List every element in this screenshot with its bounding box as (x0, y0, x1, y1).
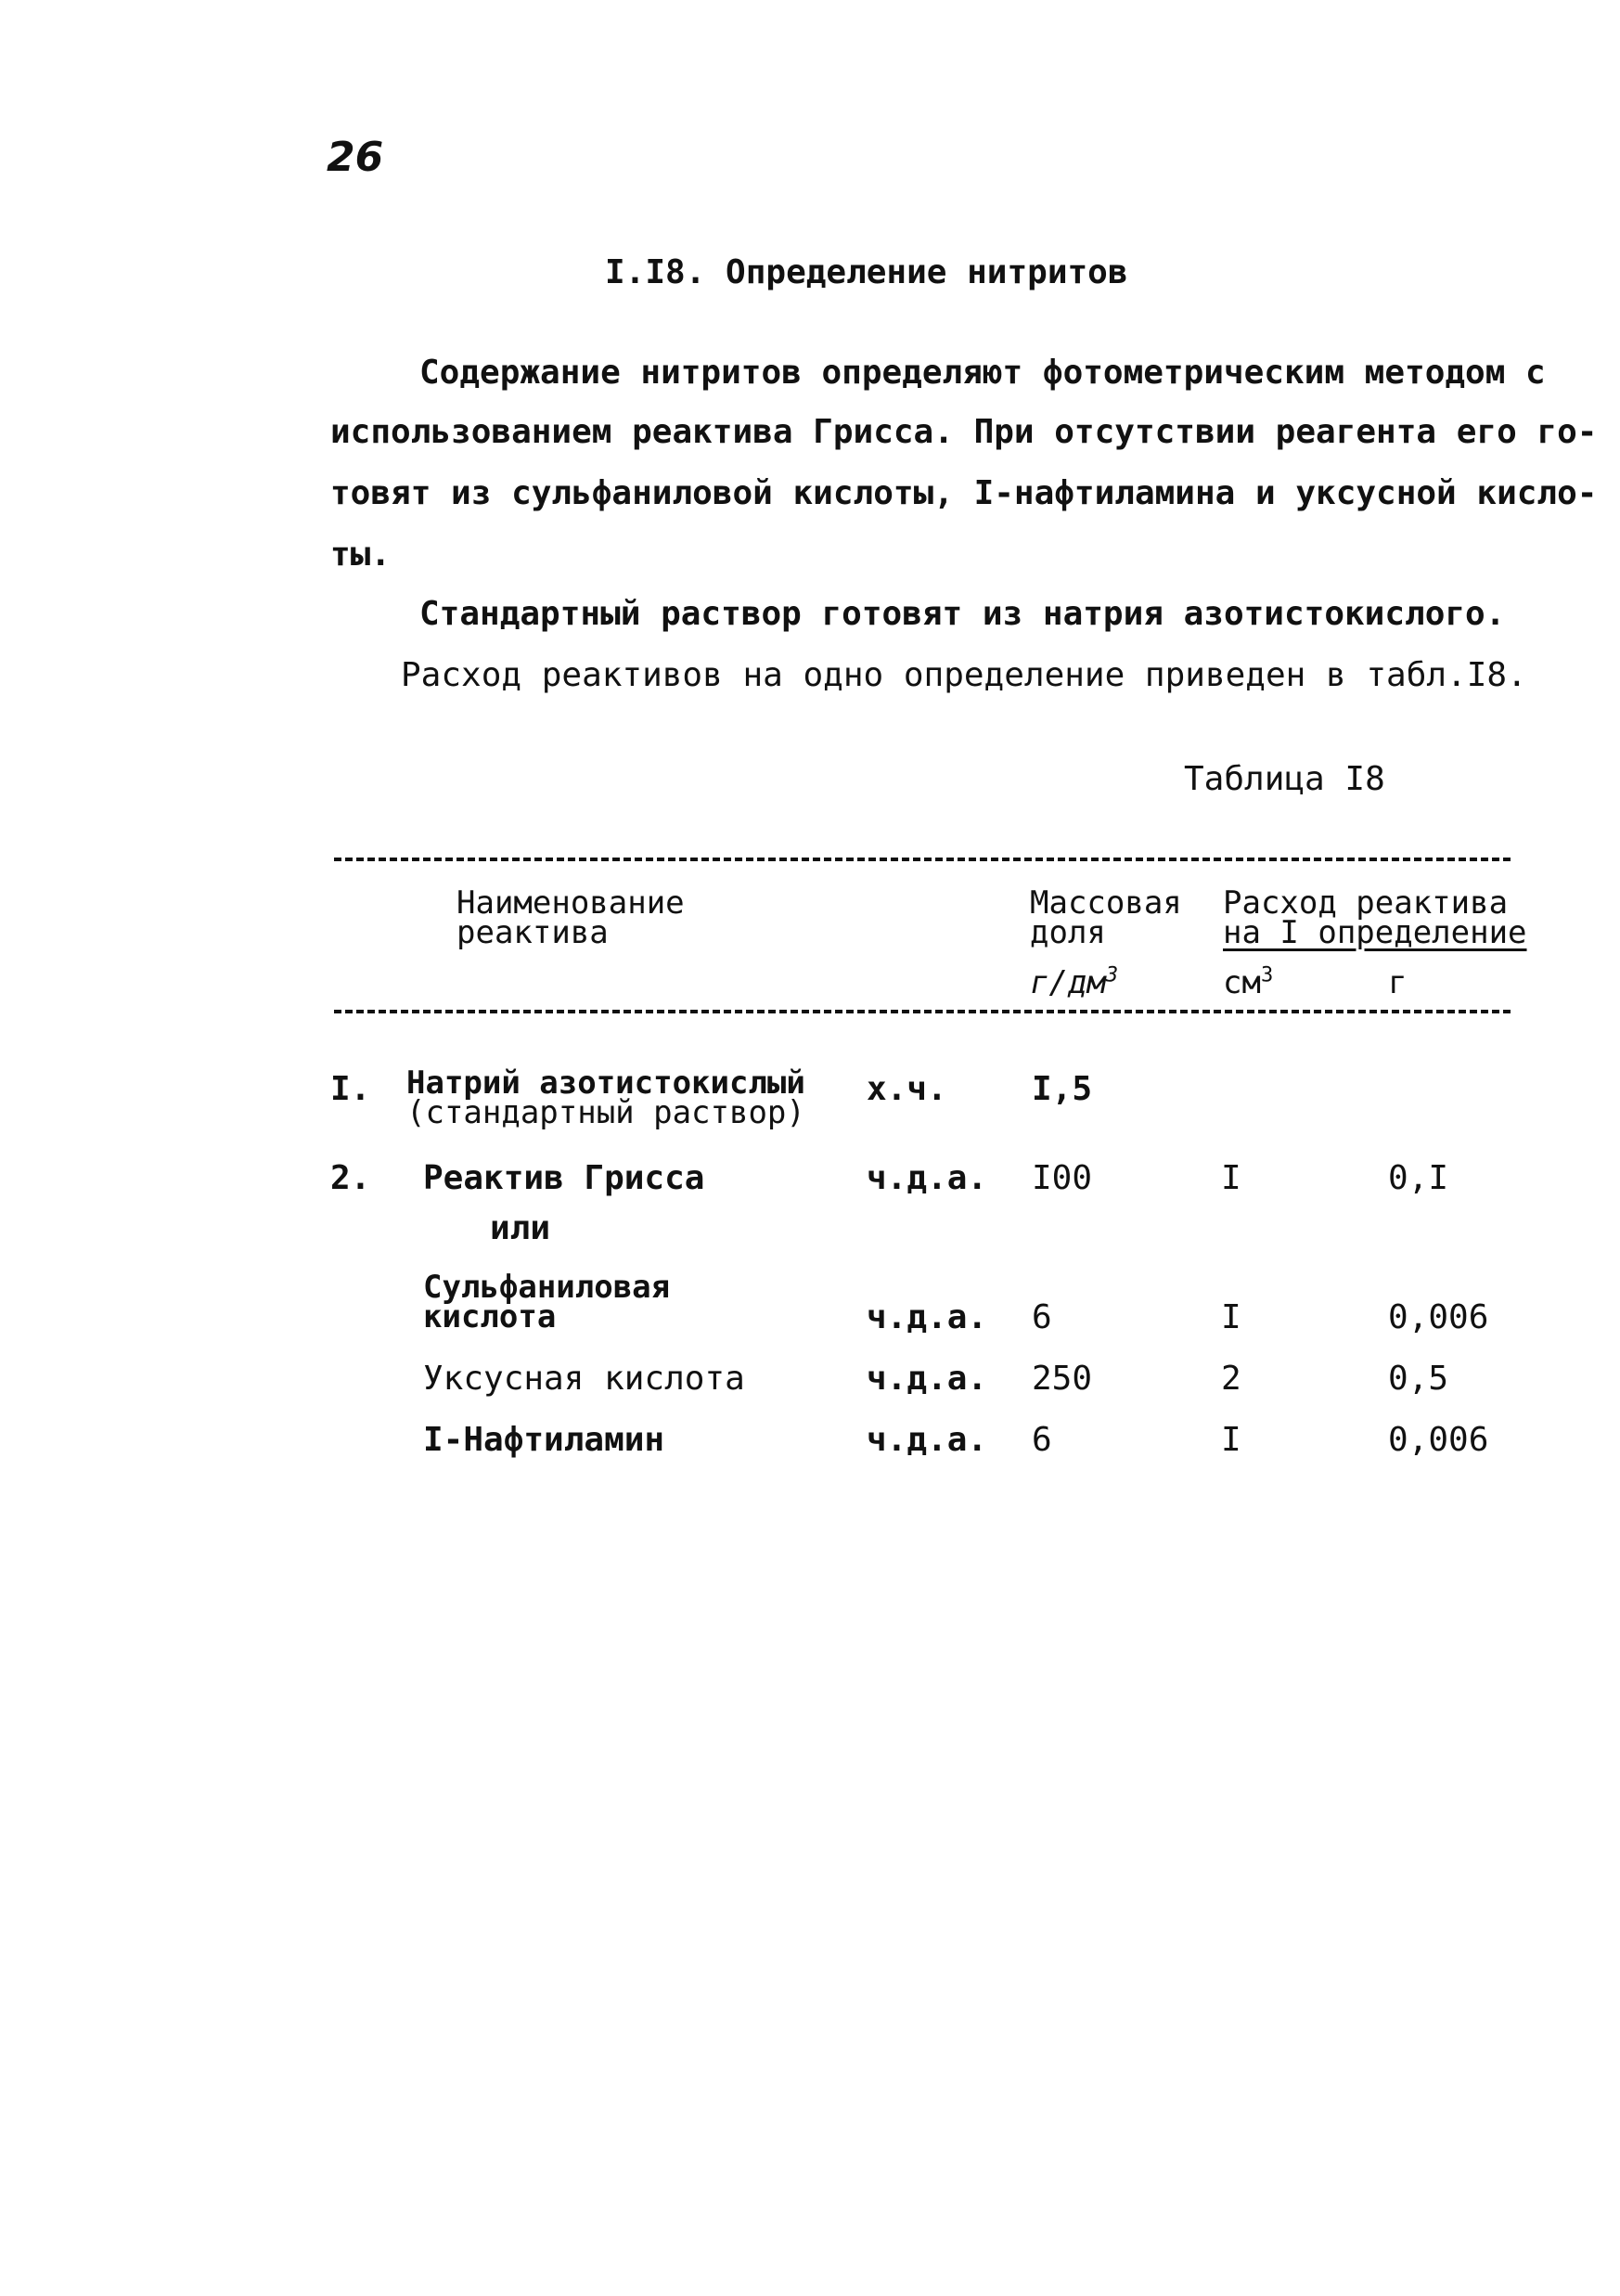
header-mass-unit: $г/дм^3$ (1030, 963, 1119, 1001)
row-or-label: или (490, 1209, 551, 1247)
row-3-volume: I (1221, 1298, 1241, 1336)
row-4-volume: 2 (1221, 1360, 1241, 1398)
row-5-mass: 6 (1032, 1421, 1052, 1459)
header-consumption-line-1: Расход реактива (1223, 884, 1509, 922)
row-4-mass: 250 (1032, 1360, 1093, 1398)
paragraph-1-line-4: ты. (330, 535, 392, 574)
paragraph-3: Расход реактивов на одно определение приведен в табл.I8. (401, 656, 1527, 694)
header-consumption-line-2: на I определение (1223, 914, 1527, 951)
row-5-grade: ч.д.а. (867, 1421, 988, 1459)
row-2-volume: I (1221, 1159, 1241, 1197)
header-weight-unit: г (1388, 964, 1408, 1001)
section-title: I.I8. Определение нитритов (605, 253, 1128, 291)
paragraph-1-line-1: Содержание нитритов определяют фотометрическим методом с (419, 354, 1546, 392)
header-name-line-1: Наименование (456, 884, 685, 922)
row-5-name: I-Нафтиламин (423, 1421, 665, 1459)
table-header-rule (334, 1010, 1511, 1013)
row-1-name-line-2: (стандартный раствор) (406, 1094, 805, 1131)
row-4-weight: 0,5 (1388, 1360, 1449, 1398)
table-caption: Таблица I8 (1184, 760, 1385, 798)
row-3-name-line-2: кислота (423, 1298, 557, 1335)
row-1-mass: I,5 (1032, 1070, 1093, 1108)
page-number: 26 (327, 134, 384, 181)
row-3-mass: 6 (1032, 1298, 1052, 1336)
header-mass-line-1: Массовая (1030, 884, 1182, 922)
header-volume-unit: $см^3$ (1223, 963, 1274, 1001)
paragraph-2: Стандартный раствор готовят из натрия азотистокислого. (419, 595, 1506, 633)
row-2-mass: I00 (1032, 1159, 1093, 1197)
row-2-grade: ч.д.а. (867, 1159, 988, 1197)
header-mass-line-2: доля (1030, 914, 1106, 951)
row-2-weight: 0,I (1388, 1159, 1449, 1197)
row-1-number: I. (330, 1070, 371, 1108)
row-3-name-line-1: Сульфаниловая (423, 1269, 671, 1306)
table-top-rule (334, 858, 1511, 861)
row-4-grade: ч.д.а. (867, 1360, 988, 1398)
row-1-name-line-1: Натрий азотистокислый (406, 1064, 805, 1102)
paragraph-1-line-3: товят из сульфаниловой кислоты, I-нафтиламина и уксусной кисло- (330, 474, 1598, 512)
header-name-line-2: реактива (456, 914, 609, 951)
row-3-grade: ч.д.а. (867, 1298, 988, 1336)
row-2-number: 2. (330, 1159, 371, 1197)
paragraph-1-line-2: использованием реактива Грисса. При отсутствии реагента его го- (330, 413, 1598, 451)
row-5-volume: I (1221, 1421, 1241, 1459)
row-4-name: Уксусная кислота (423, 1360, 745, 1398)
row-5-weight: 0,006 (1388, 1421, 1489, 1459)
row-1-grade: х.ч. (867, 1070, 947, 1108)
row-3-weight: 0,006 (1388, 1298, 1489, 1336)
row-2-name: Реактив Грисса (423, 1159, 705, 1197)
